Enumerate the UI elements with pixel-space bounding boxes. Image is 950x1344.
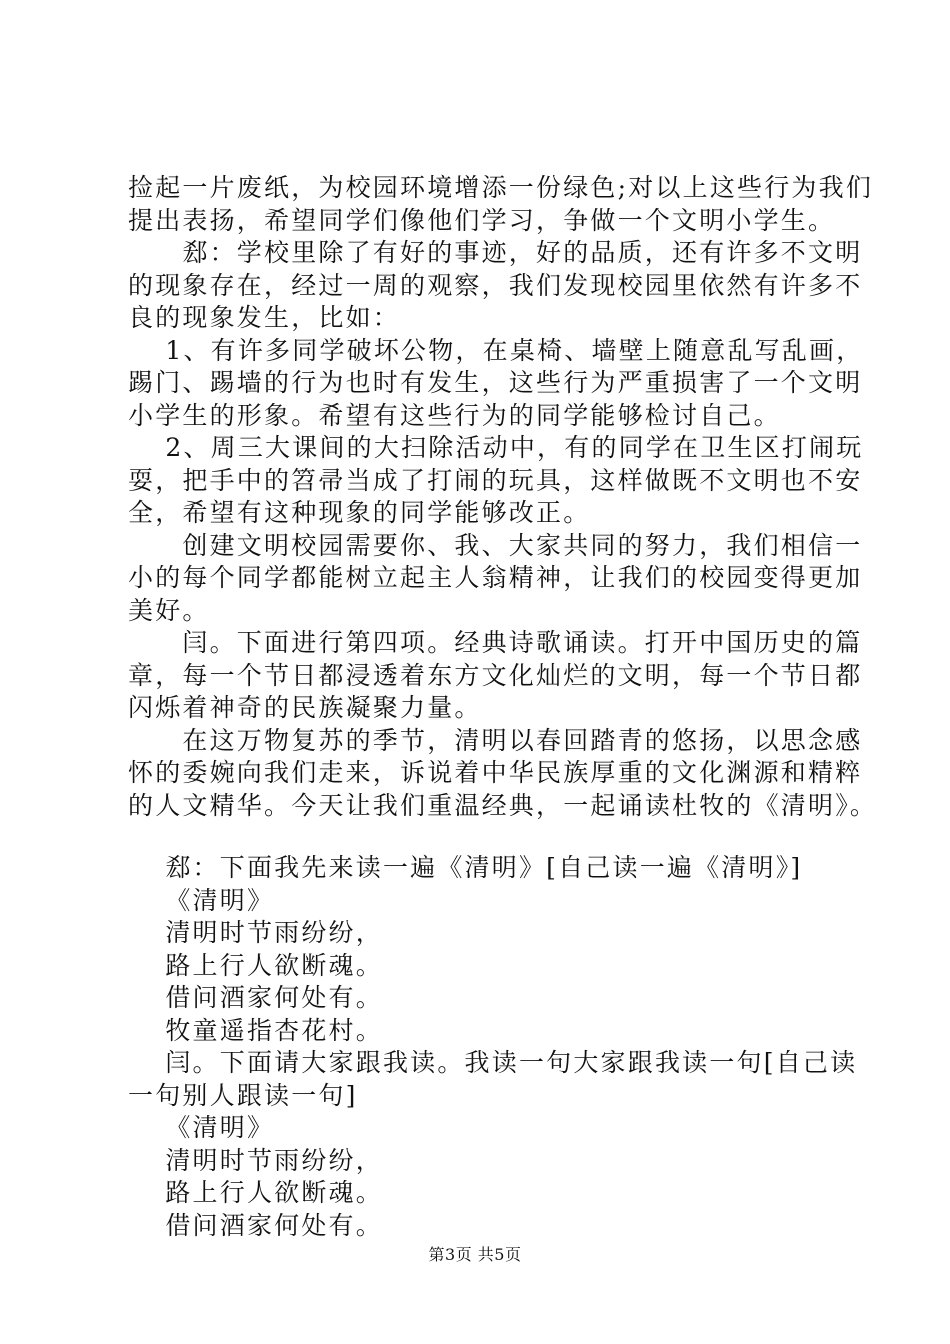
text-line: 一句别人跟读一句] xyxy=(128,1080,358,1110)
text-line: 良的现象发生，比如： xyxy=(128,303,401,332)
text-line: 清明时节雨纷纷， xyxy=(128,918,383,947)
text-line: 的现象存在，经过一周的观察，我们发现校园里依然有许多不 xyxy=(128,270,863,300)
text-line: 提出表扬，希望同学们像他们学习，争做一个文明小学生。 xyxy=(128,205,836,235)
text-line: 郄：学校里除了有好的事迹，好的品质，还有许多不文明 xyxy=(128,238,863,267)
text-line: 在这万物复苏的季节，清明以春回踏青的悠扬，以思念感 xyxy=(128,725,863,755)
text-line: 小学生的形象。希望有这些行为的同学能够检讨自己。 xyxy=(128,400,781,430)
text-line: 踢门、踢墙的行为也时有发生，这些行为严重损害了一个文明 xyxy=(128,368,863,397)
text-line: 《清明》 xyxy=(128,885,275,915)
paragraph-gap xyxy=(128,822,838,852)
text-line: 章，每一个节日都浸透着东方文化灿烂的文明，每一个节日都 xyxy=(128,660,863,690)
text-line: 闪烁着神奇的民族凝聚力量。 xyxy=(128,693,482,722)
text-block-intro xyxy=(128,172,878,822)
text-line: 闫。下面进行第四项。经典诗歌诵读。打开中国历史的篇 xyxy=(128,628,863,657)
text-line: 怀的委婉向我们走来，诉说着中华民族厚重的文化渊源和精粹 xyxy=(128,758,863,787)
text-line: 借问酒家何处有。 xyxy=(128,983,383,1012)
text-line: 美好。 xyxy=(128,595,210,625)
text-line: 的人文精华。今天让我们重温经典，一起诵读杜牧的《清明》。 xyxy=(128,790,878,820)
text-line: 借问酒家何处有。 xyxy=(128,1210,383,1240)
text-block-poem-reading xyxy=(128,852,858,1242)
text-line: 闫。下面请大家跟我读。我读一句大家跟我读一句[自己读 xyxy=(128,1048,858,1077)
text-line: 路上行人欲断魂。 xyxy=(128,950,383,980)
text-line: 2、周三大课间的大扫除活动中，有的同学在卫生区打闹玩 xyxy=(128,433,864,462)
text-line: 捡起一片废纸，为校园环境增添一份绿色;对以上这些行为我们 xyxy=(128,173,874,202)
text-line: 全，希望有这种现象的同学能够改正。 xyxy=(128,498,591,527)
text-line: 创建文明校园需要你、我、大家共同的努力，我们相信一 xyxy=(128,530,863,560)
text-line: 郄：下面我先来读一遍《清明》[自己读一遍《清明》] xyxy=(128,853,803,882)
text-line: 小的每个同学都能树立起主人翁精神，让我们的校园变得更加 xyxy=(128,563,863,592)
page-footer: 第3页 共5页 xyxy=(428,1245,522,1264)
text-line: 《清明》 xyxy=(128,1113,275,1142)
text-line: 耍，把手中的笤帚当成了打闹的玩具，这样做既不文明也不安 xyxy=(128,465,863,495)
document-body xyxy=(128,172,878,1242)
text-line: 路上行人欲断魂。 xyxy=(128,1178,383,1207)
text-line: 1、有许多同学破坏公物，在桌椅、墙壁上随意乱写乱画， xyxy=(128,335,864,365)
text-line: 牧童遥指杏花村。 xyxy=(128,1015,383,1045)
text-line: 清明时节雨纷纷， xyxy=(128,1145,383,1175)
